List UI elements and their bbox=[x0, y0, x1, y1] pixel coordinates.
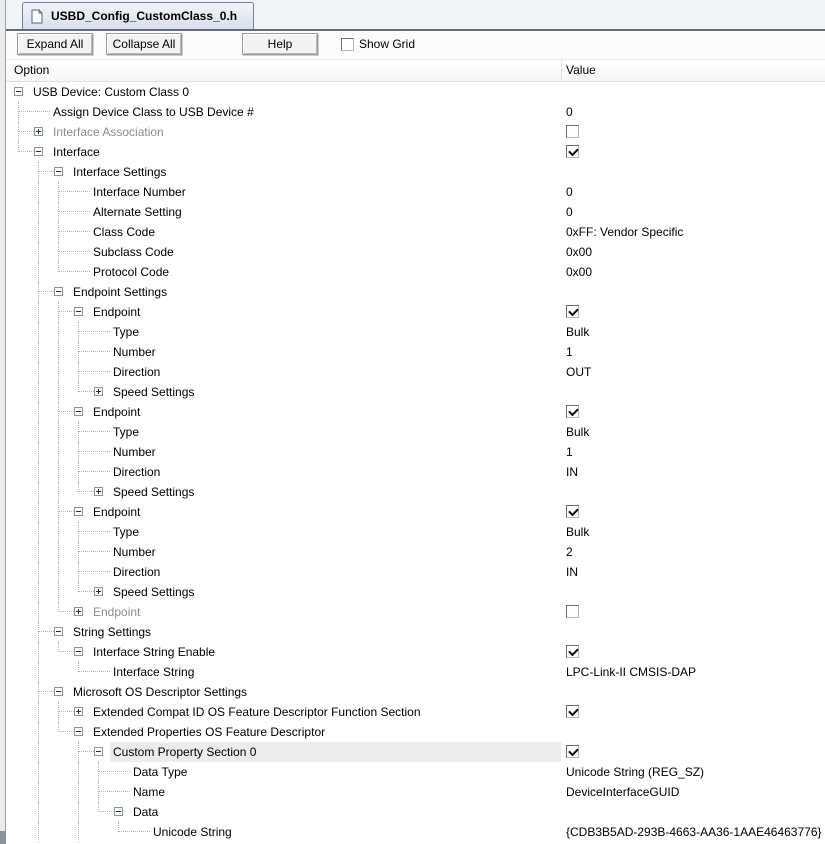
tree-item-label: Number bbox=[113, 345, 156, 359]
tree-connector bbox=[38, 291, 54, 293]
tree-row[interactable] bbox=[0, 602, 825, 622]
column-header-value: Value bbox=[566, 63, 596, 77]
tree-connector bbox=[78, 671, 110, 673]
collapse-toggle-icon[interactable] bbox=[54, 287, 63, 296]
tree-item-label: Endpoint bbox=[93, 505, 141, 519]
tree-item-label: Type bbox=[113, 525, 140, 539]
checkmark-icon bbox=[568, 746, 579, 757]
tree-row[interactable] bbox=[0, 502, 825, 522]
tree-connector bbox=[78, 531, 110, 533]
tree-item-label: Endpoint Settings bbox=[73, 285, 168, 299]
value-checkbox[interactable] bbox=[566, 605, 579, 618]
value-text[interactable]: DeviceInterfaceGUID bbox=[566, 785, 680, 799]
value-text[interactable]: 1 bbox=[566, 445, 573, 459]
tree-connector bbox=[38, 422, 40, 442]
tree-row[interactable] bbox=[0, 522, 825, 542]
tree-row[interactable] bbox=[0, 142, 825, 162]
tree-item-label: Assign Device Class to USB Device # bbox=[53, 105, 254, 119]
tree-item-label: Speed Settings bbox=[113, 585, 195, 599]
tree-item-label: Subclass Code bbox=[93, 245, 174, 259]
tree-item-label: Direction bbox=[113, 565, 161, 579]
tree-row[interactable] bbox=[0, 822, 825, 842]
tree-connector bbox=[38, 362, 40, 382]
collapse-toggle-icon[interactable] bbox=[74, 727, 83, 736]
tree-item-label: Unicode String bbox=[153, 825, 232, 839]
tree-item-label: Speed Settings bbox=[113, 385, 195, 399]
tree-connector bbox=[38, 202, 40, 222]
toolbar bbox=[0, 31, 825, 59]
tree-connector bbox=[98, 791, 130, 793]
tree-connector bbox=[118, 831, 150, 833]
tree-row[interactable] bbox=[0, 102, 825, 122]
tree-connector bbox=[78, 822, 80, 842]
tree-connector bbox=[58, 342, 60, 362]
value-text[interactable]: 0 bbox=[566, 205, 573, 219]
value-checkbox[interactable] bbox=[566, 125, 579, 138]
tree-connector bbox=[58, 522, 60, 542]
tree-item-label: Extended Properties OS Feature Descriptor bbox=[93, 725, 326, 739]
tree-row[interactable] bbox=[0, 562, 825, 582]
value-text[interactable]: 2 bbox=[566, 545, 573, 559]
tree-connector bbox=[38, 562, 40, 582]
tree-connector bbox=[38, 242, 40, 262]
tree-connector bbox=[38, 262, 40, 282]
tree-connector bbox=[58, 731, 74, 733]
tree-connector bbox=[18, 151, 34, 153]
tree-item-label: USB Device: Custom Class 0 bbox=[33, 85, 190, 99]
value-checkbox[interactable] bbox=[566, 145, 579, 158]
tree-item-label: Number bbox=[113, 545, 156, 559]
tree-item-label: Direction bbox=[113, 465, 161, 479]
collapse-toggle-icon[interactable] bbox=[94, 747, 103, 756]
tree-connector bbox=[38, 602, 40, 622]
show-grid-label: Show Grid bbox=[359, 37, 416, 51]
value-checkbox[interactable] bbox=[566, 305, 579, 318]
tree-row[interactable] bbox=[0, 682, 825, 702]
tree-connector bbox=[38, 382, 40, 402]
tree-connector bbox=[38, 522, 40, 542]
value-checkbox[interactable] bbox=[566, 705, 579, 718]
tree-row[interactable] bbox=[0, 722, 825, 742]
tab-title: USBD_Config_CustomClass_0.h bbox=[51, 9, 238, 23]
tree-connector bbox=[38, 802, 40, 822]
tree-connector bbox=[38, 702, 40, 722]
tree-connector bbox=[78, 591, 94, 593]
tree-row[interactable] bbox=[0, 742, 825, 762]
tree-connector bbox=[38, 442, 40, 462]
tree-item-label: Endpoint bbox=[93, 305, 141, 319]
tree-connector bbox=[38, 631, 54, 633]
tree-connector bbox=[98, 811, 114, 813]
tree-connector bbox=[78, 471, 110, 473]
value-checkbox[interactable] bbox=[566, 645, 579, 658]
collapse-toggle-icon[interactable] bbox=[14, 87, 23, 96]
tree-row[interactable] bbox=[0, 182, 825, 202]
tree-connector bbox=[78, 762, 80, 782]
tree-row[interactable] bbox=[0, 642, 825, 662]
tree-connector bbox=[38, 171, 54, 173]
expand-toggle-icon[interactable] bbox=[94, 487, 103, 496]
tree-row[interactable] bbox=[0, 322, 825, 342]
tree-connector bbox=[58, 311, 74, 313]
column-header-option: Option bbox=[14, 63, 50, 77]
tree-connector bbox=[78, 351, 110, 353]
tree-connector bbox=[38, 402, 40, 422]
tree-connector bbox=[78, 391, 94, 393]
expand-toggle-icon[interactable] bbox=[74, 607, 83, 616]
expand-toggle-icon[interactable] bbox=[94, 587, 103, 596]
tree-connector bbox=[78, 491, 94, 493]
tree-item-label: Endpoint bbox=[93, 605, 141, 619]
value-text[interactable]: Unicode String (REG_SZ) bbox=[566, 765, 705, 779]
tree-connector bbox=[78, 431, 110, 433]
show-grid-checkbox[interactable] bbox=[341, 38, 354, 51]
tree-row[interactable] bbox=[0, 342, 825, 362]
tree-row[interactable] bbox=[0, 262, 825, 282]
value-text[interactable]: IN bbox=[566, 465, 578, 479]
tree-row[interactable] bbox=[0, 282, 825, 302]
tree-connector bbox=[38, 502, 40, 522]
tree-connector bbox=[58, 582, 60, 602]
tree-row[interactable] bbox=[0, 202, 825, 222]
value-text[interactable]: LPC-Link-II CMSIS-DAP bbox=[566, 665, 697, 679]
value-text[interactable]: 0 bbox=[566, 185, 573, 199]
tree-connector bbox=[78, 371, 110, 373]
tree-connector bbox=[78, 451, 110, 453]
tree-item-label: String Settings bbox=[73, 625, 152, 639]
tree-connector bbox=[58, 711, 74, 713]
tree-connector bbox=[38, 322, 40, 342]
tree-row[interactable] bbox=[0, 302, 825, 322]
options-tree bbox=[0, 82, 825, 842]
tree-connector bbox=[38, 222, 40, 242]
tree-row[interactable] bbox=[0, 242, 825, 262]
checkmark-icon bbox=[568, 646, 579, 657]
tree-connector bbox=[58, 442, 60, 462]
value-text[interactable]: 0xFF: Vendor Specific bbox=[566, 225, 684, 239]
tree-connector bbox=[38, 342, 40, 362]
tree-connector bbox=[38, 822, 40, 842]
tree-item-label: Interface Number bbox=[93, 185, 186, 199]
column-divider[interactable] bbox=[561, 59, 562, 82]
value-checkbox[interactable] bbox=[566, 405, 579, 418]
value-text[interactable]: {CDB3B5AD-293B-4663-AA36-1AAE46463776} bbox=[566, 825, 822, 839]
checkmark-icon bbox=[568, 706, 579, 717]
tree-connector bbox=[78, 331, 110, 333]
tree-row[interactable] bbox=[0, 402, 825, 422]
tree-item-label: Interface bbox=[53, 145, 100, 159]
tree-connector bbox=[18, 131, 34, 133]
value-text[interactable]: Bulk bbox=[566, 525, 590, 539]
value-text[interactable]: OUT bbox=[566, 365, 592, 379]
tab-bar bbox=[0, 0, 825, 29]
tree-connector bbox=[38, 182, 40, 202]
tree-row[interactable] bbox=[0, 222, 825, 242]
tree-row[interactable] bbox=[0, 702, 825, 722]
tree-connector bbox=[38, 582, 40, 602]
tree-item-label: Interface Association bbox=[53, 125, 164, 139]
tree-item-label: Data bbox=[133, 805, 159, 819]
tree-row[interactable] bbox=[0, 662, 825, 682]
tree-item-label: Name bbox=[133, 785, 166, 799]
tree-row[interactable] bbox=[0, 422, 825, 442]
tree-connector bbox=[58, 651, 74, 653]
tree-connector bbox=[58, 362, 60, 382]
expand-all-button[interactable]: Expand All bbox=[17, 33, 93, 55]
file-tab[interactable] bbox=[22, 2, 254, 29]
tree-item-label: Endpoint bbox=[93, 405, 141, 419]
tree-row[interactable] bbox=[0, 802, 825, 822]
checkmark-icon bbox=[568, 306, 579, 317]
tree-item-label: Speed Settings bbox=[113, 485, 195, 499]
tree-connector bbox=[58, 422, 60, 442]
column-header bbox=[0, 59, 825, 82]
collapse-toggle-icon[interactable] bbox=[74, 407, 83, 416]
tree-connector bbox=[58, 611, 74, 613]
tree-item-label: Type bbox=[113, 425, 140, 439]
tree-connector bbox=[78, 782, 80, 802]
expand-toggle-icon[interactable] bbox=[94, 387, 103, 396]
tree-connector bbox=[38, 691, 54, 693]
tree-connector bbox=[38, 742, 40, 762]
value-checkbox[interactable] bbox=[566, 745, 579, 758]
tree-row[interactable] bbox=[0, 762, 825, 782]
tree-connector bbox=[38, 302, 40, 322]
document-icon bbox=[31, 9, 43, 24]
expand-toggle-icon[interactable] bbox=[74, 707, 83, 716]
collapse-toggle-icon[interactable] bbox=[114, 807, 123, 816]
tree-connector bbox=[58, 411, 74, 413]
tree-item-label: Number bbox=[113, 445, 156, 459]
tree-connector bbox=[98, 771, 130, 773]
tree-connector bbox=[38, 662, 40, 682]
checkmark-icon bbox=[568, 406, 579, 417]
tree-connector bbox=[38, 642, 40, 662]
tree-connector bbox=[38, 482, 40, 502]
collapse-toggle-icon[interactable] bbox=[74, 307, 83, 316]
tree-connector bbox=[58, 542, 60, 562]
tree-connector bbox=[58, 462, 60, 482]
tree-row[interactable] bbox=[0, 442, 825, 462]
collapse-toggle-icon[interactable] bbox=[74, 647, 83, 656]
tree-row[interactable] bbox=[0, 122, 825, 142]
tree-row[interactable] bbox=[0, 782, 825, 802]
tree-item-label: Interface Settings bbox=[73, 165, 167, 179]
value-text[interactable]: IN bbox=[566, 565, 578, 579]
tree-connector bbox=[58, 251, 90, 253]
show-grid-option bbox=[341, 33, 415, 55]
tree-row[interactable] bbox=[0, 362, 825, 382]
help-button[interactable]: Help bbox=[242, 33, 318, 55]
value-text[interactable]: Bulk bbox=[566, 425, 590, 439]
tree-connector bbox=[38, 722, 40, 742]
tree-connector bbox=[58, 231, 90, 233]
tree-connector bbox=[58, 211, 90, 213]
collapse-toggle-icon[interactable] bbox=[54, 627, 63, 636]
tree-row[interactable] bbox=[0, 462, 825, 482]
tree-row[interactable] bbox=[0, 542, 825, 562]
tree-item-label: Data Type bbox=[133, 765, 188, 779]
tree-item-label: Type bbox=[113, 325, 140, 339]
collapse-toggle-icon[interactable] bbox=[54, 167, 63, 176]
tree-item-label: Extended Compat ID OS Feature Descriptor Function Section bbox=[93, 705, 421, 719]
tree-item-label: Interface String bbox=[113, 665, 195, 679]
tree-connector bbox=[58, 382, 60, 402]
collapse-toggle-icon[interactable] bbox=[34, 147, 43, 156]
tree-connector bbox=[58, 271, 90, 273]
window-edge-corner bbox=[0, 831, 6, 844]
tree-item-label: Class Code bbox=[93, 225, 156, 239]
tree-item-label: Direction bbox=[113, 365, 161, 379]
tree-connector bbox=[58, 322, 60, 342]
tree-connector bbox=[78, 802, 80, 822]
expand-toggle-icon[interactable] bbox=[34, 127, 43, 136]
tree-connector bbox=[58, 562, 60, 582]
tree-connector bbox=[38, 782, 40, 802]
tree-connector bbox=[78, 551, 110, 553]
tree-row[interactable] bbox=[0, 162, 825, 182]
checkmark-icon bbox=[568, 146, 579, 157]
tree-item-label: Custom Property Section 0 bbox=[113, 745, 257, 759]
tree-row[interactable] bbox=[0, 482, 825, 502]
tree-item-label: Interface String Enable bbox=[93, 645, 216, 659]
tree-connector bbox=[38, 542, 40, 562]
tree-connector bbox=[58, 511, 74, 513]
checkmark-icon bbox=[568, 506, 579, 517]
value-text[interactable]: 0x00 bbox=[566, 265, 593, 279]
value-text[interactable]: 0 bbox=[566, 105, 573, 119]
value-checkbox[interactable] bbox=[566, 505, 579, 518]
collapse-toggle-icon[interactable] bbox=[74, 507, 83, 516]
collapse-toggle-icon[interactable] bbox=[54, 687, 63, 696]
tree-connector bbox=[18, 111, 50, 113]
value-text[interactable]: 1 bbox=[566, 345, 573, 359]
tree-connector bbox=[58, 191, 90, 193]
collapse-all-button[interactable]: Collapse All bbox=[106, 33, 182, 55]
tree-row[interactable] bbox=[0, 82, 825, 102]
tree-row[interactable] bbox=[0, 582, 825, 602]
tree-row[interactable] bbox=[0, 622, 825, 642]
tree-connector bbox=[78, 751, 94, 753]
tree-connector bbox=[38, 762, 40, 782]
window-left-edge bbox=[0, 0, 6, 844]
tree-connector bbox=[78, 571, 110, 573]
tree-connector bbox=[38, 462, 40, 482]
value-text[interactable]: 0x00 bbox=[566, 245, 593, 259]
tree-item-label: Microsoft OS Descriptor Settings bbox=[73, 685, 248, 699]
tree-item-label: Alternate Setting bbox=[93, 205, 182, 219]
tree-row[interactable] bbox=[0, 382, 825, 402]
tree-connector bbox=[58, 482, 60, 502]
value-text[interactable]: Bulk bbox=[566, 325, 590, 339]
tree-item-label: Protocol Code bbox=[93, 265, 170, 279]
